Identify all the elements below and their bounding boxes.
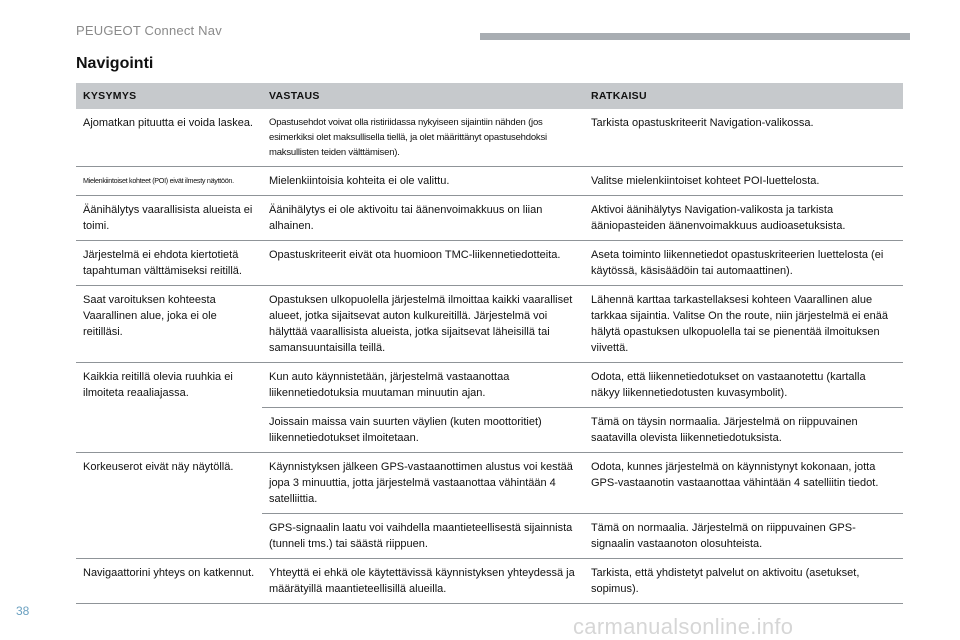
brand-header: PEUGEOT Connect Nav <box>76 23 222 38</box>
section-title: Navigointi <box>76 55 154 72</box>
column-header-solution: RATKAISU <box>584 83 903 109</box>
question-cell: Kaikkia reitillä olevia ruuhkia ei ilmoiteta reaaliajassa. <box>76 363 262 453</box>
solution-cell: Odota, kunnes järjestelmä on käynnistynyt kokonaan, jotta GPS-vastaanotin vastaanottaa vähintään 4 satelliitin tiedot. <box>584 453 903 514</box>
column-header-question: KYSYMYS <box>76 83 262 109</box>
question-cell: Järjestelmä ei ehdota kiertotietä tapahtuman välttämiseksi reitillä. <box>76 241 262 286</box>
solution-cell: Tarkista, että yhdistetyt palvelut on aktivoitu (asetukset, sopimus). <box>591 567 860 595</box>
table-row <box>76 167 903 196</box>
solution-cell: Aseta toiminto liikennetiedot opastuskriteerien luettelosta (ei käytössä, käsisäädöin tai automaattinen). <box>584 241 903 286</box>
page-number: 38 <box>16 604 30 618</box>
solution-cell: Tämä on normaalia. Järjestelmä on riippuvainen GPS-signaalin vastaanoton olosuhteista. <box>584 514 903 559</box>
question-cell: Korkeuserot eivät näy näytöllä. <box>76 453 262 559</box>
table-row <box>76 196 903 241</box>
solution-cell: Odota, että liikennetiedotukset on vastaanotettu (kartalla näkyy liikennetiedotusten kuvasymbolit). <box>584 363 903 408</box>
table-row <box>76 559 903 604</box>
answer-cell: Joissain maissa vain suurten väylien (kuten moottoritiet) liikennetiedotukset ilmoitetaan. <box>262 408 584 453</box>
answer-cell: GPS-signaalin laatu voi vaihdella maantieteellisestä sijainnista (tunneli tms.) tai säästä riippuen. <box>262 514 584 559</box>
troubleshooting-table <box>76 83 903 604</box>
answer-cell: Opastuskriteerit eivät ota huomioon TMC-liikennetiedotteita. <box>262 241 584 286</box>
header-bar <box>480 33 910 40</box>
column-header-answer: VASTAUS <box>262 83 584 109</box>
answer-cell: Opastuksen ulkopuolella järjestelmä ilmoittaa kaikki vaaralliset alueet, jotka sijaitsevat auton kulkureitillä. Järjestelmä voi hälyttää vaarallisista alueista, jotka sijaitsevat läheisillä tai samansuuntaisilla teillä. <box>262 286 584 363</box>
question-cell: Ajomatkan pituutta ei voida laskea. <box>76 109 262 167</box>
question-cell: Mielenkiintoiset kohteet (POI) eivät ilmesty näyttöön. <box>76 167 262 196</box>
answer-cell: Kun auto käynnistetään, järjestelmä vastaanottaa liikennetiedotuksia muutaman minuutin ajan. <box>262 363 584 408</box>
answer-cell: Äänihälytys ei ole aktivoitu tai äänenvoimakkuus on liian alhainen. <box>262 196 584 241</box>
solution-cell: Lähennä karttaa tarkastellaksesi kohteen Vaarallinen alue tarkkaa sijaintia. Valitse On the route, niin järjestelmä ei enää hälytä opastuksen ulkopuolella tai se pienentää ilmoituksen viivettä. <box>584 286 903 363</box>
table-header-row <box>76 83 903 109</box>
answer-cell: Opastusehdot voivat olla ristiriidassa nykyiseen sijaintiin nähden (jos esimerkiksi olet maksullisella tiellä, ja olet määrittänyt opastusehdoksi maksullisten teiden välttämisen). <box>262 109 584 167</box>
answer-cell: Yhteyttä ei ehkä ole käytettävissä käynnistyksen yhteydessä ja määrätyillä maantieteellisillä alueilla. <box>269 567 575 595</box>
answer-cell: Mielenkiintoisia kohteita ei ole valittu. <box>262 167 584 196</box>
solution-cell: Aktivoi äänihälytys Navigation-valikosta ja tarkista ääniopasteiden äänenvoimakkuus audioasetuksista. <box>584 196 903 241</box>
question-cell: Navigaattorini yhteys on katkennut. <box>83 567 255 579</box>
table-row <box>76 286 903 363</box>
table-row <box>76 241 903 286</box>
solution-cell: Tarkista opastuskriteerit Navigation-valikossa. <box>584 109 903 167</box>
question-cell: Äänihälytys vaarallisista alueista ei toimi. <box>76 196 262 241</box>
answer-cell: Käynnistyksen jälkeen GPS-vastaanottimen alustus voi kestää jopa 3 minuuttia, jotta järjestelmä vastaanottaa vähintään 4 satelliittia. <box>262 453 584 514</box>
question-cell: Saat varoituksen kohteesta Vaarallinen alue, joka ei ole reitilläsi. <box>76 286 262 363</box>
table-row <box>76 363 903 408</box>
solution-cell: Valitse mielenkiintoiset kohteet POI-luettelosta. <box>584 167 903 196</box>
table-row <box>76 453 903 514</box>
watermark: carmanualsonline.info <box>573 614 794 639</box>
solution-cell: Tämä on täysin normaalia. Järjestelmä on riippuvainen saatavilla olevista liikennetiedotuksista. <box>584 408 903 453</box>
table-row <box>76 109 903 167</box>
